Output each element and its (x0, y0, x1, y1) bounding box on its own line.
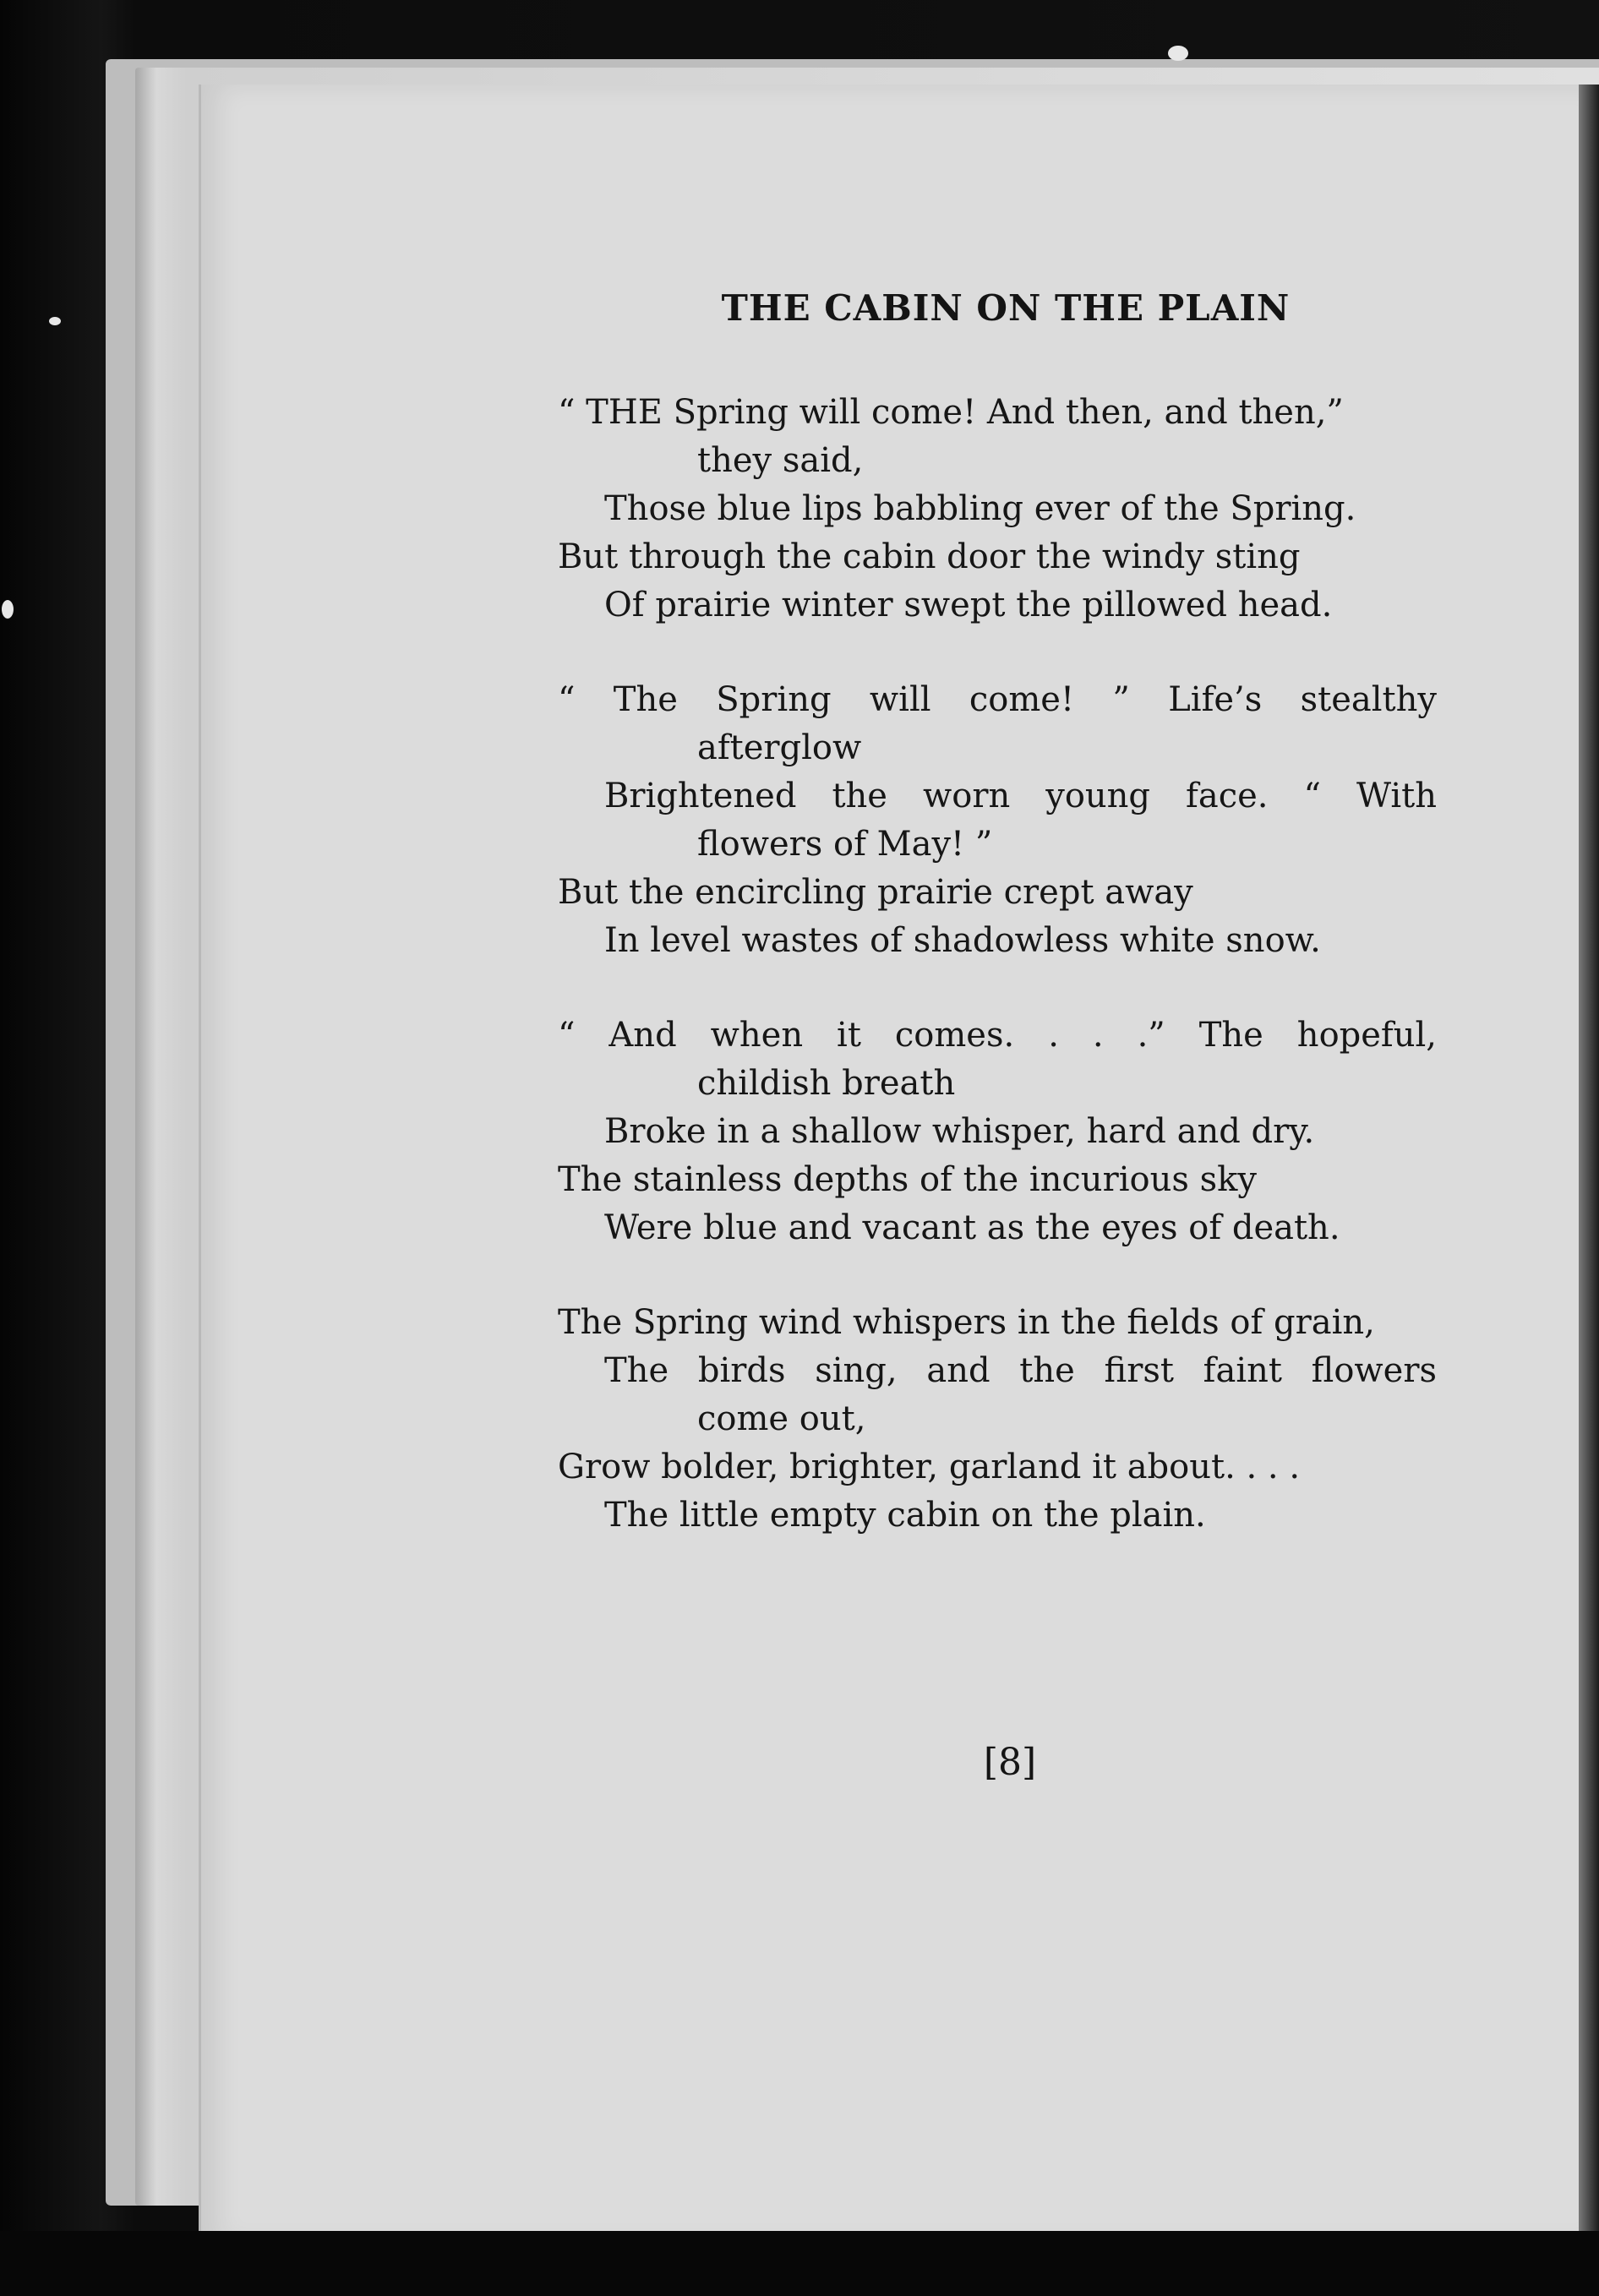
poem-line: “ And when it comes. . . .” The hopeful, (558, 1016, 1437, 1055)
poem-line: The stainless depths of the incurious sky (558, 1160, 1257, 1199)
poem-line: childish breath (697, 1064, 956, 1103)
poem-line: Brightened the worn young face. “ With (604, 777, 1437, 815)
poem-line: they said, (697, 441, 864, 480)
dust-speck (2, 600, 14, 619)
poem-line: Were blue and vacant as the eyes of death. (604, 1208, 1340, 1247)
poem-body (558, 389, 1437, 1586)
poem-line: In level wastes of shadowless white snow. (604, 921, 1321, 960)
poem-line: flowers of May! ” (697, 825, 993, 864)
gutter-shadow (1579, 85, 1599, 2244)
poem-line: The birds sing, and the first faint flowers (604, 1351, 1437, 1390)
bottom-border (0, 2231, 1599, 2296)
poem-line: The little empty cabin on the plain. (604, 1496, 1206, 1535)
poem-line: afterglow (697, 728, 862, 767)
poem-line: But the encircling prairie crept away (558, 873, 1193, 912)
poem-title: THE CABIN ON THE PLAIN (721, 287, 1291, 329)
poem-line: Broke in a shallow whisper, hard and dry. (604, 1112, 1315, 1151)
page-number: [8] (983, 1741, 1037, 1784)
dust-speck (49, 317, 61, 325)
poem-line: “ The Spring will come! ” Life’s stealthy (558, 680, 1437, 719)
poem-stanza (558, 1012, 1437, 1252)
poem-stanza (558, 1299, 1437, 1540)
poem-line: Those blue lips babbling ever of the Spring. (604, 489, 1356, 528)
poem-line: come out, (697, 1399, 866, 1438)
poem-line: Grow bolder, brighter, garland it about. . . . (558, 1448, 1301, 1486)
poem-line: The Spring wind whispers in the fields of grain, (558, 1303, 1375, 1342)
poem-line: Of prairie winter swept the pillowed head. (604, 586, 1333, 624)
poem-stanza (558, 389, 1437, 630)
poem-stanza (558, 676, 1437, 965)
poem-line: “ THE Spring will come! And then, and then,” (558, 393, 1344, 432)
dust-speck (1168, 46, 1188, 61)
poem-line: But through the cabin door the windy sting (558, 537, 1301, 576)
